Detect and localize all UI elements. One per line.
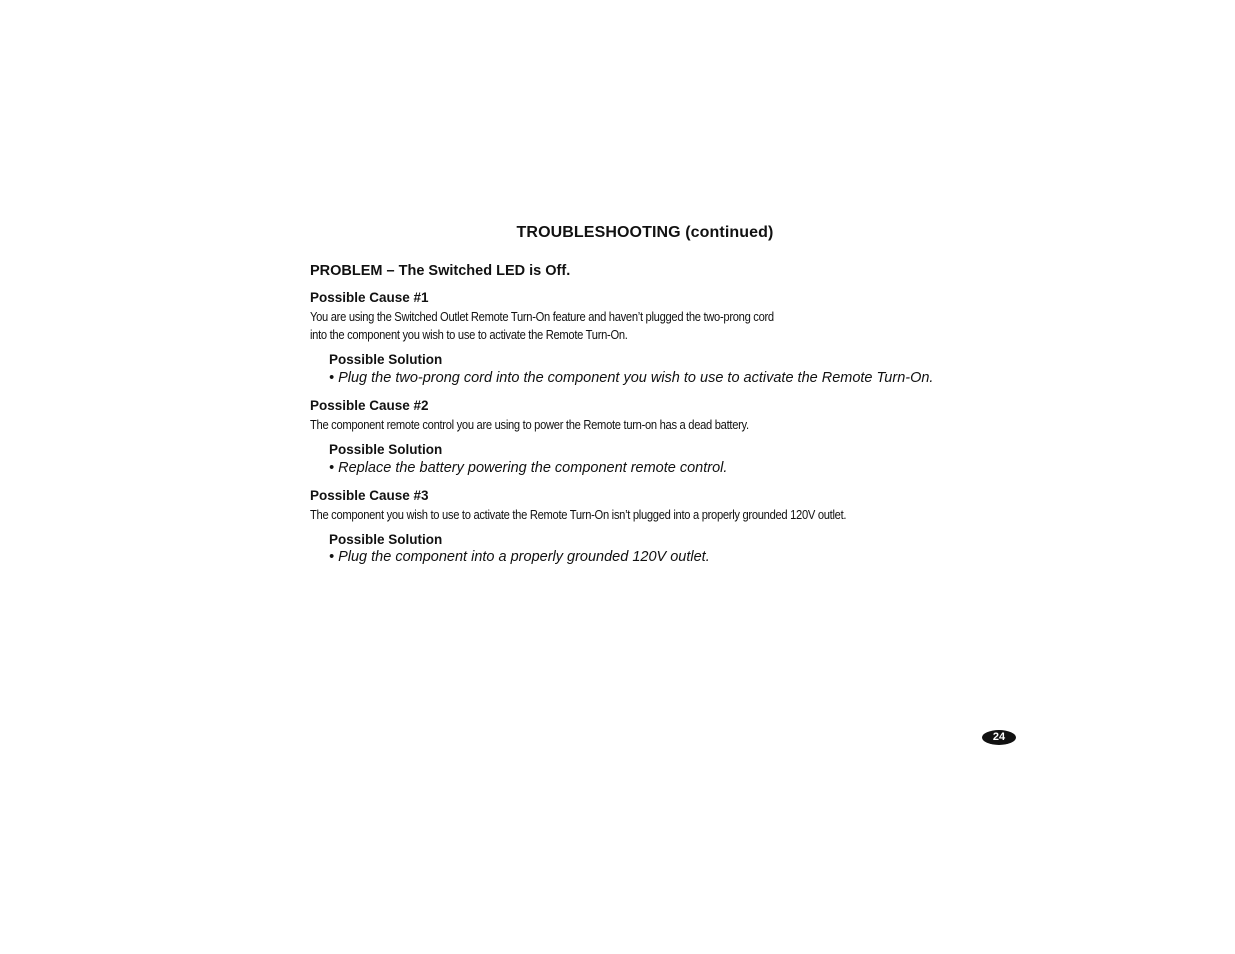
problem-heading: PROBLEM – The Switched LED is Off. (310, 263, 571, 279)
cause-3-heading: Possible Cause #3 (310, 488, 429, 503)
solution-3-text: • Plug the component into a properly grounded 120V outlet. (329, 549, 710, 565)
cause-1-heading: Possible Cause #1 (310, 290, 429, 305)
solution-2-text: • Replace the battery powering the component remote control. (329, 460, 728, 476)
solution-3-heading: Possible Solution (329, 532, 443, 547)
cause-2-heading: Possible Cause #2 (310, 398, 429, 413)
solution-1-heading: Possible Solution (329, 352, 443, 367)
cause-3-text-line-1: The component you wish to use to activate the Remote Turn-On isn’t plugged into a properly grounded 120V outlet. (310, 507, 847, 522)
solution-1-text: • Plug the two-prong cord into the component you wish to use to activate the Remote Turn-On. (329, 370, 934, 386)
page-number-badge: 24 (982, 730, 1016, 745)
page-title: TROUBLESHOOTING (continued) (516, 224, 774, 241)
cause-2-text-line-1: The component remote control you are using to power the Remote turn-on has a dead battery. (310, 417, 749, 432)
solution-2-heading: Possible Solution (329, 442, 443, 457)
cause-1-text-line-2: into the component you wish to use to activate the Remote Turn-On. (310, 327, 628, 342)
cause-1-text-line-1: You are using the Switched Outlet Remote Turn-On feature and haven’t plugged the two-prong cord (310, 309, 774, 324)
